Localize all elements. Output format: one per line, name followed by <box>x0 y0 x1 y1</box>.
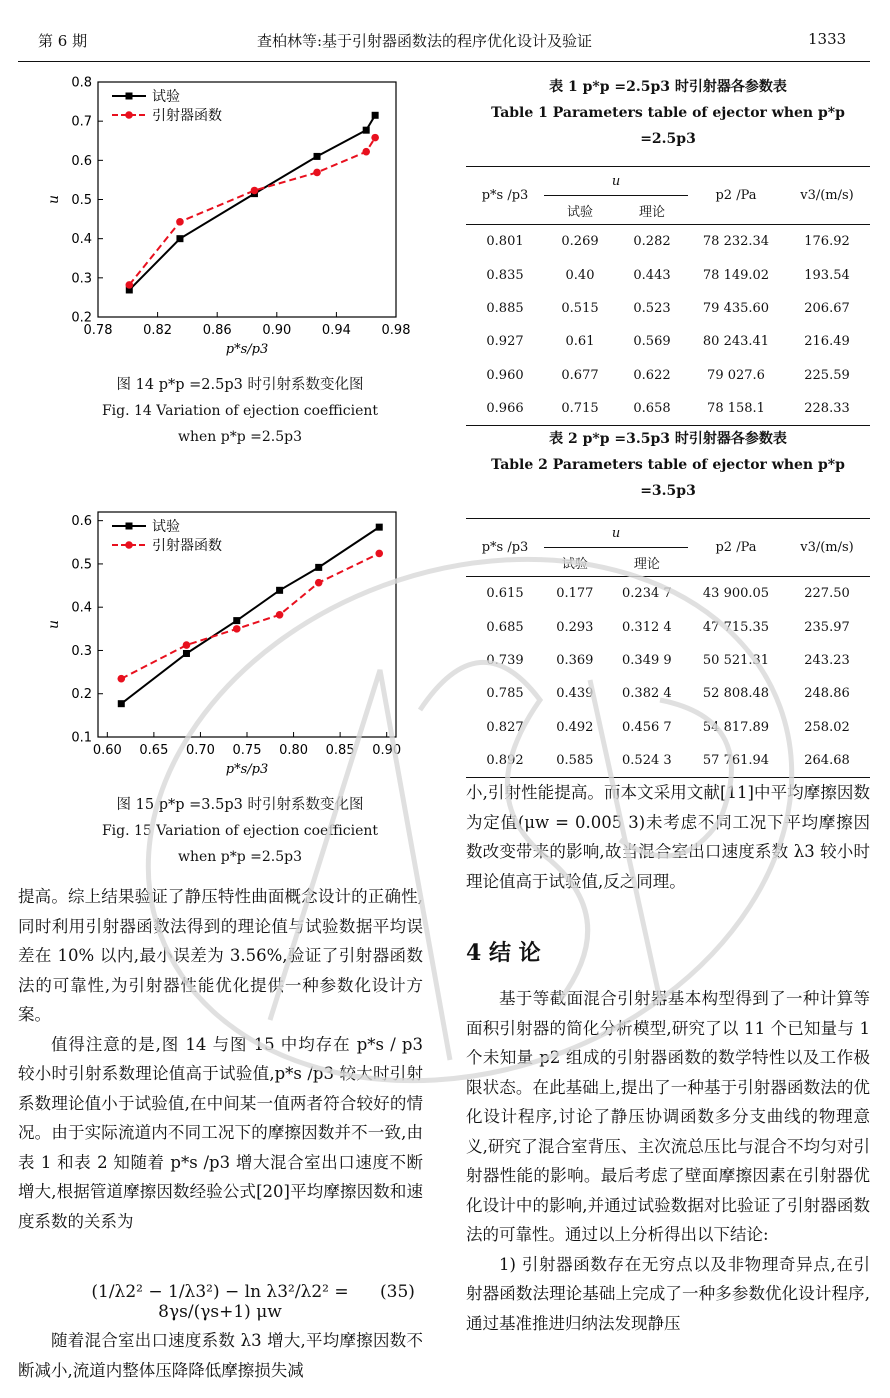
table-cell: 50 521.31 <box>702 652 770 668</box>
table-cell: 0.715 <box>544 392 616 426</box>
series-line-2 <box>121 553 379 678</box>
data-point <box>117 675 125 683</box>
plot-frame <box>98 82 396 317</box>
table-cell: 0.827 <box>486 719 524 735</box>
table-cell: 0.892 <box>466 744 544 778</box>
table-2 <box>466 426 870 778</box>
table-cell: 78 232.34 <box>702 234 770 250</box>
data-point <box>314 153 321 160</box>
data-point <box>176 218 184 226</box>
y-axis-label: u <box>46 194 62 205</box>
table-cell: 206.67 <box>804 300 850 316</box>
figure-14-chart <box>40 70 420 365</box>
data-point <box>372 112 379 119</box>
table-1-header-p2: p2 /Pa <box>688 167 784 225</box>
table-cell: 0.234 7 <box>622 586 672 602</box>
table-1-grid <box>466 166 870 426</box>
table-cell: 0.785 <box>486 686 524 702</box>
x-tick-label: 0.78 <box>83 323 113 338</box>
x-tick-label: 0.98 <box>381 323 411 338</box>
data-point <box>313 169 321 177</box>
x-tick-label: 0.85 <box>325 743 355 758</box>
data-point <box>233 625 241 633</box>
table-cell: 0.523 <box>633 300 671 316</box>
right-column-text <box>466 778 870 896</box>
right-column-text-2 <box>466 984 870 1338</box>
table-cell: 216.49 <box>804 334 850 350</box>
y-tick-label: 0.2 <box>71 687 92 703</box>
figure-14-caption-cn: 图 14 p*p =2.5p3 时引射系数变化图 <box>116 377 364 393</box>
x-axis-label: p*s/p3 <box>225 342 269 357</box>
data-point <box>276 611 284 619</box>
left-paragraph-3: 随着混合室出口速度系数 λ3 增大,平均摩擦因数不断减小,流道内整体压降降低摩擦损失减 <box>18 1331 423 1380</box>
data-point <box>125 281 133 289</box>
x-tick-label: 0.90 <box>372 743 402 758</box>
table-cell: 0.293 <box>556 619 594 635</box>
table-1-caption-en: Table 1 Parameters table of ejector when p*p =2.5p3 <box>491 105 845 147</box>
data-point <box>176 235 183 242</box>
data-point <box>362 148 370 156</box>
table-cell: 0.960 <box>486 367 524 383</box>
table-cell: 176.92 <box>804 234 850 250</box>
table-row <box>466 610 870 643</box>
table-cell: 258.02 <box>804 719 850 735</box>
table-cell: 0.439 <box>556 686 594 702</box>
y-tick-label: 0.5 <box>71 193 92 208</box>
table-2-header-v3: v3/(m/s) <box>784 519 870 577</box>
table-1-header-test: 试验 <box>544 196 616 225</box>
table-1-header-ps-p3: p*s /p3 <box>466 167 544 225</box>
y-tick-label: 0.4 <box>71 600 92 616</box>
table-cell: 0.801 <box>486 234 524 250</box>
table-2-header-theory: 理论 <box>606 548 688 577</box>
table-cell: 57 761.94 <box>688 744 784 778</box>
legend-label: 试验 <box>152 89 180 105</box>
data-point <box>233 617 240 624</box>
table-cell: 0.658 <box>616 392 688 426</box>
data-point <box>251 187 259 195</box>
table-row <box>466 744 870 778</box>
table-cell: 43 900.05 <box>702 586 770 602</box>
table-row <box>466 677 870 710</box>
table-cell: 0.40 <box>565 267 595 283</box>
table-cell: 0.966 <box>466 392 544 426</box>
table-row <box>466 644 870 677</box>
figure-14-caption-en-1: Fig. 14 Variation of ejection coefficient <box>101 403 379 419</box>
right-paragraph-2: 基于等截面混合引射器基本构型得到了一种计算等面积引射器的简化分析模型,研究了以 11 个已知量与 1 个未知量 p2 组成的引射器函数的数学特性以及工作极限状态。在此基础上,提出了一种基于引射器函数法的优化设计程序,讨论了静压协调函数多分支曲线的物理意义,研究了混合室背压、主次流总压比与混合不均匀对引射器性能的影响。最后考虑了壁面摩擦因素在引射器优化设计中的影响,并通过试验数据对比验证了引射器函数法的可靠性。通过以上分析得出以下结论: <box>466 989 870 1244</box>
x-tick-label: 0.60 <box>92 743 122 758</box>
table-cell: 0.456 7 <box>622 719 672 735</box>
y-axis-label: u <box>46 619 62 630</box>
table-cell: 0.835 <box>486 267 524 283</box>
data-point <box>315 564 322 571</box>
table-cell: 0.269 <box>561 234 599 250</box>
legend-label: 引射器函数 <box>152 108 222 124</box>
table-cell: 193.54 <box>804 267 850 283</box>
table-2-header-ps-p3: p*s /p3 <box>466 519 544 577</box>
table-2-header-u: u <box>544 519 688 548</box>
data-point <box>118 700 125 707</box>
table-2-caption-cn: 表 2 p*p =3.5p3 时引射器各参数表 <box>549 431 787 447</box>
table-cell: 0.677 <box>561 367 599 383</box>
x-tick-label: 0.70 <box>185 743 215 758</box>
y-tick-label: 0.6 <box>71 153 92 169</box>
table-cell: 54 817.89 <box>702 719 770 735</box>
table-cell: 264.68 <box>784 744 870 778</box>
table-cell: 0.492 <box>556 719 594 735</box>
data-point <box>276 587 283 594</box>
data-point <box>375 550 383 558</box>
table-cell: 0.349 9 <box>622 652 672 668</box>
equation-number: (35) <box>380 1282 415 1302</box>
table-1-header-theory: 理论 <box>616 196 688 225</box>
figure-15-caption-en-2: when p*p =2.5p3 <box>178 849 302 865</box>
legend-marker <box>125 541 133 549</box>
x-tick-label: 0.90 <box>262 323 292 338</box>
equation-35: (1/λ2² − 1/λ3²) − ln λ3²/λ2² = 8γs/(γs+1) μw <box>91 1282 349 1322</box>
x-tick-label: 0.75 <box>232 743 262 758</box>
legend-marker <box>126 523 133 530</box>
x-tick-label: 0.65 <box>139 743 169 758</box>
legend-marker <box>125 111 133 119</box>
table-cell: 228.33 <box>784 392 870 426</box>
right-paragraph-1: 小,引射性能提高。而本文采用文献[11]中平均摩擦因数为定值(μw = 0.005 3)未考虑不同工况下平均摩擦因数改变带来的影响,故当混合室出口速度系数 λ3 较小时理论值高于试验值,反之同理。 <box>466 783 870 891</box>
series-line-1 <box>129 115 375 290</box>
section-4-title: 4 结 论 <box>466 940 541 966</box>
running-title: 查柏林等:基于引射器函数法的程序优化设计及验证 <box>257 32 593 50</box>
table-cell: 0.61 <box>565 334 595 350</box>
table-cell: 78 158.1 <box>688 392 784 426</box>
issue-label: 第 6 期 <box>38 32 88 50</box>
table-row <box>466 577 870 611</box>
data-point <box>376 524 383 531</box>
data-point <box>315 579 323 587</box>
table-cell: 0.685 <box>486 619 524 635</box>
table-2-grid <box>466 518 870 778</box>
figure-15-caption-en-1: Fig. 15 Variation of ejection coefficient <box>101 823 379 839</box>
table-1-header-v3: v3/(m/s) <box>784 167 870 225</box>
y-tick-label: 0.5 <box>71 557 92 573</box>
table-cell: 79 027.6 <box>707 367 765 383</box>
table-row <box>466 325 870 358</box>
right-paragraph-3: 1) 引射器函数存在无穷点以及非物理奇异点,在引射器函数法理论基础上完成了一种多参数优化设计程序,通过基准推进归纳法发现静压 <box>466 1254 870 1333</box>
left-paragraph-2: 值得注意的是,图 14 与图 15 中均存在 p*s / p3 较小时引射系数理论值高于试验值,p*s /p3 较大时引射系数理论值小于试验值,在中间某一值两者符合较好的情况。由于实际流道内不同工况下的摩擦因数并不一致,由表 1 和表 2 知随着 p*s /p3 增大混合室出口速度不断增大,根据管道摩擦因数经验公式[20]平均摩擦因数和速度系数的关系为 <box>18 1034 423 1231</box>
data-point <box>371 134 379 142</box>
table-cell: 0.885 <box>486 300 524 316</box>
left-column-text <box>18 882 423 1236</box>
table-row <box>466 711 870 744</box>
table-cell: 0.443 <box>633 267 671 283</box>
y-tick-label: 0.2 <box>71 310 92 326</box>
y-tick-label: 0.3 <box>71 643 92 659</box>
table-cell: 0.177 <box>556 586 594 602</box>
data-point <box>363 127 370 134</box>
legend-label: 试验 <box>152 519 180 535</box>
y-tick-label: 0.4 <box>71 232 92 248</box>
left-column-text-continued <box>18 1326 423 1385</box>
table-cell: 78 149.02 <box>702 267 770 283</box>
table-1-header-u: u <box>544 167 688 196</box>
table-cell: 243.23 <box>804 652 850 668</box>
x-tick-label: 0.82 <box>143 323 173 338</box>
table-cell: 0.524 3 <box>606 744 688 778</box>
table-cell: 0.622 <box>633 367 671 383</box>
x-tick-label: 0.86 <box>202 323 232 338</box>
table-cell: 80 243.41 <box>702 334 770 350</box>
table-cell: 0.569 <box>633 334 671 350</box>
table-2-header-p2: p2 /Pa <box>688 519 784 577</box>
table-row <box>466 392 870 426</box>
x-axis-label: p*s/p3 <box>225 762 269 777</box>
x-tick-label: 0.94 <box>321 323 351 338</box>
y-tick-label: 0.8 <box>71 75 92 91</box>
table-2-caption-en: Table 2 Parameters table of ejector when p*p =3.5p3 <box>491 457 845 499</box>
table-1-caption-cn: 表 1 p*p =2.5p3 时引射器各参数表 <box>549 79 787 95</box>
y-tick-label: 0.6 <box>71 514 92 530</box>
table-cell: 79 435.60 <box>702 300 770 316</box>
figure-14-caption-en-2: when p*p =2.5p3 <box>178 429 302 445</box>
page-number: 1333 <box>808 30 847 48</box>
table-row <box>466 292 870 325</box>
table-row <box>466 225 870 259</box>
table-cell: 0.382 4 <box>622 686 672 702</box>
table-cell: 0.282 <box>633 234 671 250</box>
y-tick-label: 0.1 <box>71 730 92 746</box>
y-tick-label: 0.3 <box>71 271 92 287</box>
y-tick-label: 0.7 <box>71 114 92 130</box>
table-cell: 0.515 <box>561 300 599 316</box>
legend-label: 引射器函数 <box>152 538 222 554</box>
table-cell: 0.615 <box>486 586 524 602</box>
table-row <box>466 258 870 291</box>
data-point <box>183 641 191 649</box>
left-paragraph-1: 提高。综上结果验证了静压特性曲面概念设计的正确性,同时利用引射器函数法得到的理论值与试验数据平均误差在 10% 以内,最小误差为 3.56%,验证了引射器函数法的可靠性,为引射器性能优化提供一种参数化设计方案。 <box>18 887 423 1024</box>
table-cell: 248.86 <box>804 686 850 702</box>
table-cell: 0.312 4 <box>622 619 672 635</box>
figure-15-chart <box>40 500 420 785</box>
table-cell: 0.585 <box>544 744 606 778</box>
table-cell: 0.739 <box>486 652 524 668</box>
table-row <box>466 359 870 392</box>
table-cell: 225.59 <box>804 367 850 383</box>
table-cell: 227.50 <box>804 586 850 602</box>
data-point <box>183 650 190 657</box>
series-line-2 <box>129 138 375 285</box>
table-2-header-test: 试验 <box>544 548 606 577</box>
table-cell: 235.97 <box>804 619 850 635</box>
figure-15-caption-cn: 图 15 p*p =3.5p3 时引射系数变化图 <box>116 797 364 813</box>
table-cell: 0.369 <box>556 652 594 668</box>
table-cell: 52 808.48 <box>702 686 770 702</box>
table-1 <box>466 74 870 426</box>
table-cell: 47 715.35 <box>702 619 770 635</box>
legend-marker <box>126 93 133 100</box>
table-cell: 0.927 <box>486 334 524 350</box>
header-rule <box>18 61 870 62</box>
x-tick-label: 0.80 <box>279 743 309 758</box>
